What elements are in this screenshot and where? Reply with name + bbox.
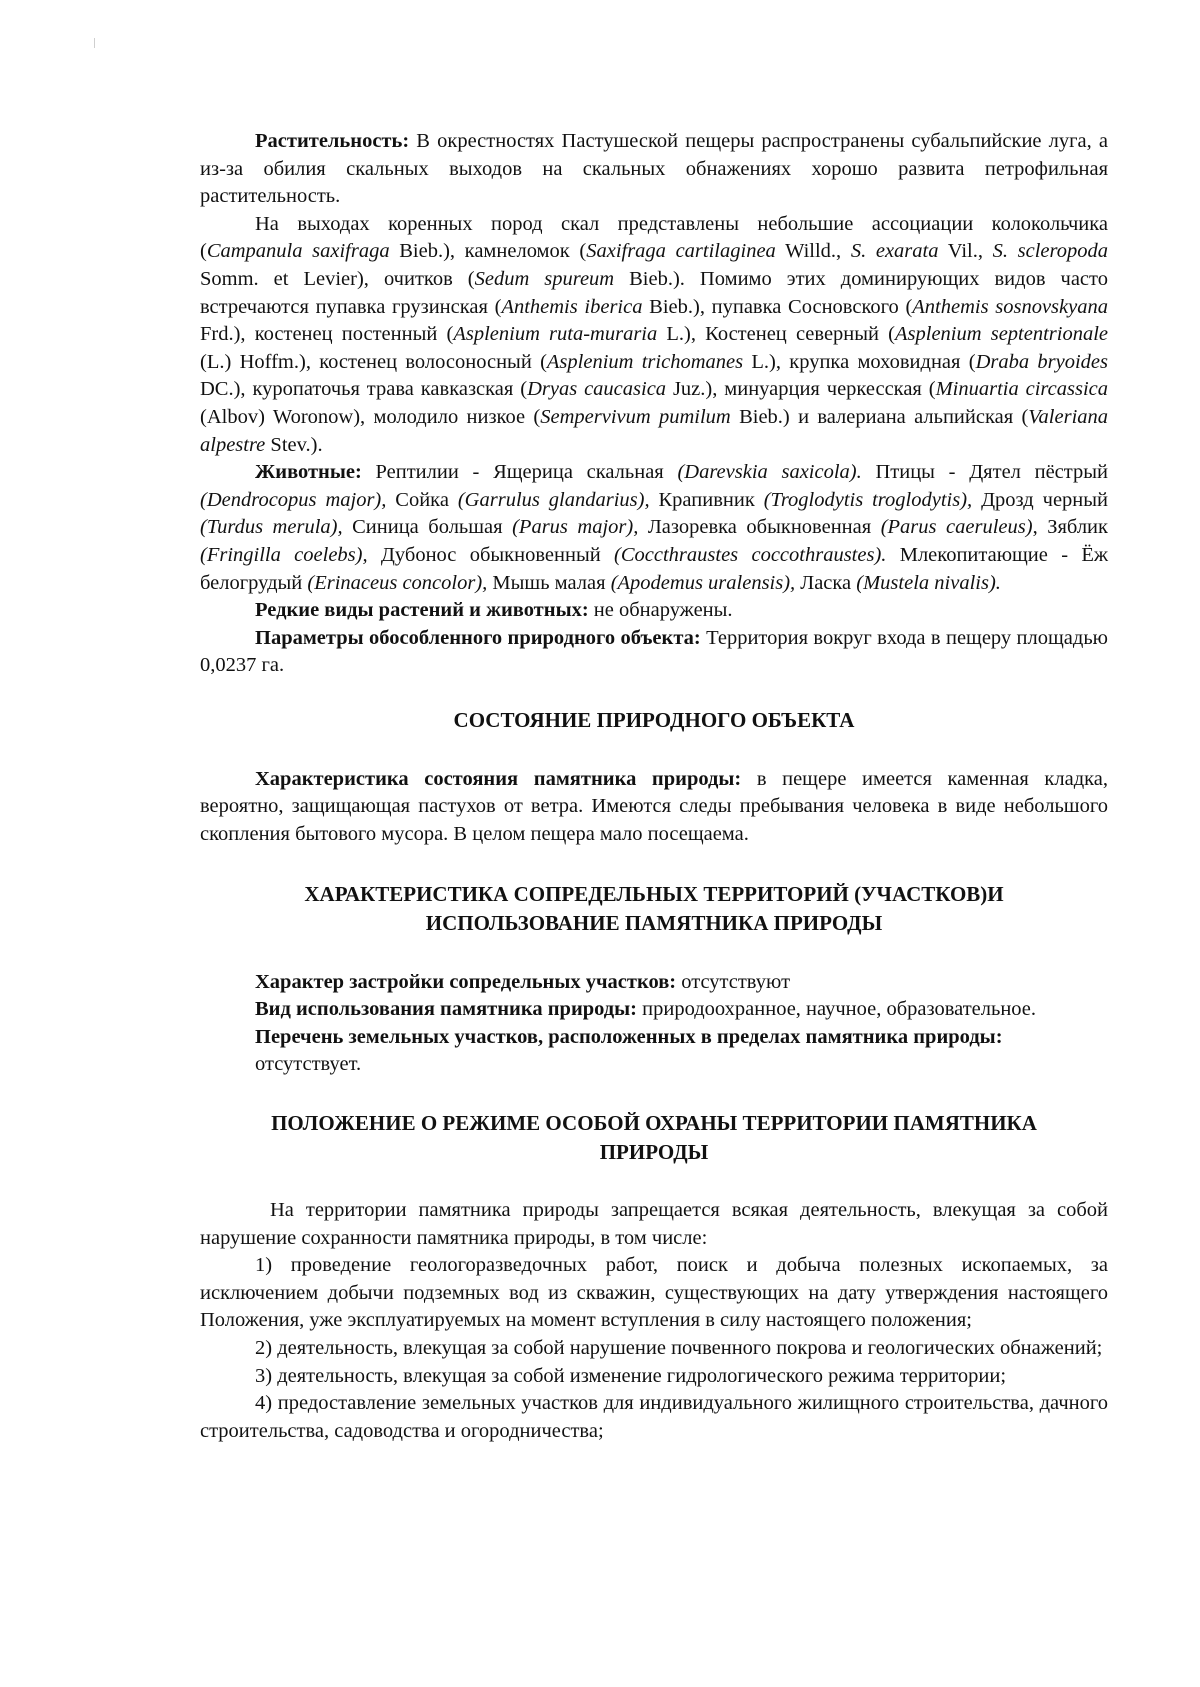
vegetation-intro: В окрестностях Пастушеской пещеры распространены субальпийские луга, а из-за обилия скальных выходов на скальных обнажениях хорошо развита петрофильная растительность. bbox=[200, 130, 1108, 208]
rare-species-paragraph bbox=[200, 597, 1108, 625]
text-run-28: Bieb.) и валериана альпийская ( bbox=[730, 405, 1029, 428]
use-paragraph bbox=[200, 996, 1108, 1024]
latin-name-9: Sedum spureum bbox=[474, 267, 615, 290]
text-run-24: Juz.), минуарция черкесская ( bbox=[666, 378, 936, 401]
latin-name-5: (Garrulus glandarius), bbox=[457, 488, 650, 511]
regime-item-3: 3) деятельность, влекущая за собой изменение гидрологического режима территории; bbox=[255, 1364, 1007, 1387]
latin-name-17: Asplenium septentrionale bbox=[895, 323, 1109, 346]
regime-item-2: 2) деятельность, влекущая за собой нарушение почвенного покрова и геологических обнажений; bbox=[255, 1337, 1103, 1359]
text-run-12: Bieb.), пупавка Сосновского ( bbox=[642, 295, 913, 318]
latin-name-21: (Apodemus uralensis), bbox=[610, 571, 796, 594]
latin-name-11: Anthemis iberica bbox=[501, 295, 643, 318]
animals-label: Животные: bbox=[255, 461, 362, 484]
plots-text: отсутствует. bbox=[255, 1053, 362, 1076]
latin-name-15: (Fringilla coelebs), bbox=[200, 543, 368, 566]
latin-name-27: Sempervivum pumilum bbox=[540, 405, 731, 428]
text-run-10: Синица большая bbox=[342, 516, 513, 539]
regime-intro-paragraph: На территории памятника природы запрещается всякая деятельность, влекущая за собой нарушение сохранности памятника природы, в том числе: bbox=[200, 1199, 1108, 1249]
text-run-16: L.), Костенец северный ( bbox=[657, 323, 896, 346]
latin-name-11: (Parus major), bbox=[512, 516, 639, 539]
latin-name-3: (Dendrocopus major), bbox=[200, 488, 387, 511]
state-paragraph bbox=[200, 766, 1108, 849]
latin-name-5: S. exarata bbox=[850, 240, 939, 263]
latin-name-29: Valeriana alpestre bbox=[200, 405, 1109, 456]
vegetation-label: Растительность: bbox=[255, 130, 410, 152]
section-heading-regime-line2: ПРИРОДЫ bbox=[599, 1140, 709, 1165]
text-run-4: Сойка bbox=[386, 488, 458, 511]
text-run-12: Лазоревка обыкновенная bbox=[638, 516, 881, 539]
section-heading-adjacent-line2: ИСПОЛЬЗОВАНИЕ ПАМЯТНИКА ПРИРОДЫ bbox=[425, 910, 883, 935]
text-run-8: Дрозд черный bbox=[972, 488, 1109, 511]
text-run-2: Bieb.), камнеломок ( bbox=[389, 240, 587, 263]
text-run-4: Willd., bbox=[775, 240, 851, 263]
text-run-6: Vil., bbox=[938, 240, 993, 263]
regime-item-4: 4) предоставление земельных участков для индивидуального жилищного строительства, дачного строительства, садоводства и огородничества; bbox=[200, 1392, 1108, 1442]
text-run-6: Крапивник bbox=[649, 488, 764, 511]
text-run-0: Рептилии - Ящерица скальная bbox=[361, 461, 678, 484]
state-text: в пещере имеется каменная кладка, вероятно, защищающая пастухов от ветра. Имеются следы пребывания человека в виде небольшого скопления бытового мусора. В целом пещера мало посещаема. bbox=[200, 767, 1108, 846]
latin-name-19: (Erinaceus concolor), bbox=[307, 571, 488, 594]
latin-name-1: (Darevskia saxicola). bbox=[677, 461, 862, 484]
object-parameters-label: Параметры обособленного природного объекта: bbox=[255, 626, 701, 649]
use-label: Вид использования памятника природы: bbox=[255, 998, 638, 1021]
text-run-18: Млекопитающие - Ёж белогрудый bbox=[200, 543, 1109, 594]
animals-paragraph bbox=[200, 459, 1108, 597]
latin-name-13: (Parus caeruleus) bbox=[880, 516, 1033, 539]
text-run-14: Frd.), костенец постенный ( bbox=[200, 323, 454, 346]
rare-species-text: не обнаружены. bbox=[588, 599, 733, 622]
latin-name-3: Saxifraga cartilaginea bbox=[586, 240, 776, 263]
document-body bbox=[200, 128, 1108, 1445]
text-run-0: На выходах коренных пород скал представлены небольшие ассоциации колокольчика ( bbox=[200, 212, 1108, 263]
building-label: Характер застройки сопредельных участков: bbox=[255, 970, 677, 993]
latin-name-19: Asplenium trichomanes bbox=[546, 350, 744, 373]
latin-name-7: (Troglodytis troglodytis), bbox=[763, 488, 973, 511]
plots-label: Перечень земельных участков, расположенных в пределах памятника природы: bbox=[255, 1025, 1003, 1048]
text-run-8: Somm. et Levier), очитков ( bbox=[200, 267, 475, 290]
section-heading-regime bbox=[200, 1109, 1108, 1167]
latin-name-21: Draba bryoides bbox=[975, 350, 1108, 373]
latin-name-15: Asplenium ruta-muraria bbox=[453, 323, 658, 346]
building-paragraph bbox=[200, 969, 1108, 997]
use-text: природоохранное, научное, образовательное. bbox=[637, 998, 1037, 1021]
object-parameters-paragraph bbox=[200, 625, 1108, 680]
text-run-20: L.), крупка моховидная ( bbox=[743, 350, 976, 373]
state-label: Характеристика состояния памятника природы: bbox=[255, 767, 742, 790]
text-run-10: Bieb.). Помимо этих доминирующих видов часто встречаются пупавка грузинская ( bbox=[200, 267, 1108, 318]
text-run-2: Птицы - Дятел пёстрый bbox=[861, 461, 1108, 484]
text-run-16: Дубонос обыкновенный bbox=[367, 543, 615, 566]
object-parameters-text: Территория вокруг входа в пещеру площадью 0,0237 га. bbox=[200, 626, 1108, 677]
rare-species-label: Редкие виды растений и животных: bbox=[255, 599, 589, 622]
latin-name-17: (Coccthraustes coccothraustes). bbox=[614, 543, 887, 566]
section-heading-adjacent bbox=[200, 880, 1108, 938]
scan-edge-mark bbox=[94, 38, 95, 48]
vegetation-species-paragraph bbox=[200, 211, 1108, 459]
text-run-22: DC.), куропаточья трава кавказская ( bbox=[200, 378, 528, 401]
latin-name-1: Campanula saxifraga bbox=[206, 240, 390, 263]
latin-name-25: Minuartia circassica bbox=[935, 378, 1108, 401]
text-run-14: , Зяблик bbox=[1032, 516, 1108, 539]
text-run-20: Мышь малая bbox=[487, 571, 611, 594]
section-heading-state: СОСТОЯНИЕ ПРИРОДНОГО ОБЪЕКТА bbox=[453, 707, 855, 732]
latin-name-7: S. scleropoda bbox=[992, 240, 1108, 263]
text-run-30: Stev.). bbox=[265, 433, 323, 456]
text-run-22: Ласка bbox=[795, 571, 857, 594]
latin-name-23: Dryas caucasica bbox=[527, 378, 667, 401]
text-run-18: (L.) Hoffm.), костенец волосоносный ( bbox=[200, 350, 547, 373]
text-run-26: (Albov) Woronow), молодило низкое ( bbox=[200, 405, 541, 428]
section-heading-regime-line1: ПОЛОЖЕНИЕ О РЕЖИМЕ ОСОБОЙ ОХРАНЫ ТЕРРИТОРИИ ПАМЯТНИКА bbox=[271, 1111, 1037, 1136]
plots-paragraph bbox=[200, 1024, 1108, 1079]
building-text: отсутствуют bbox=[676, 970, 791, 993]
latin-name-23: (Mustela nivalis). bbox=[856, 571, 1001, 594]
regime-item-1: 1) проведение геологоразведочных работ, поиск и добыча полезных ископаемых, за исключением добычи подземных вод из скважин, существующих на дату утверждения настоящего Положения, уже эксплуатируемых на момент вступления в силу настоящего положения; bbox=[200, 1254, 1108, 1332]
section-heading-adjacent-line1: ХАРАКТЕРИСТИКА СОПРЕДЕЛЬНЫХ ТЕРРИТОРИЙ (УЧАСТКОВ)И bbox=[304, 881, 1004, 906]
latin-name-9: (Turdus merula), bbox=[200, 516, 343, 539]
vegetation-paragraph bbox=[200, 128, 1108, 211]
latin-name-13: Anthemis sosnovskyana bbox=[912, 295, 1108, 318]
